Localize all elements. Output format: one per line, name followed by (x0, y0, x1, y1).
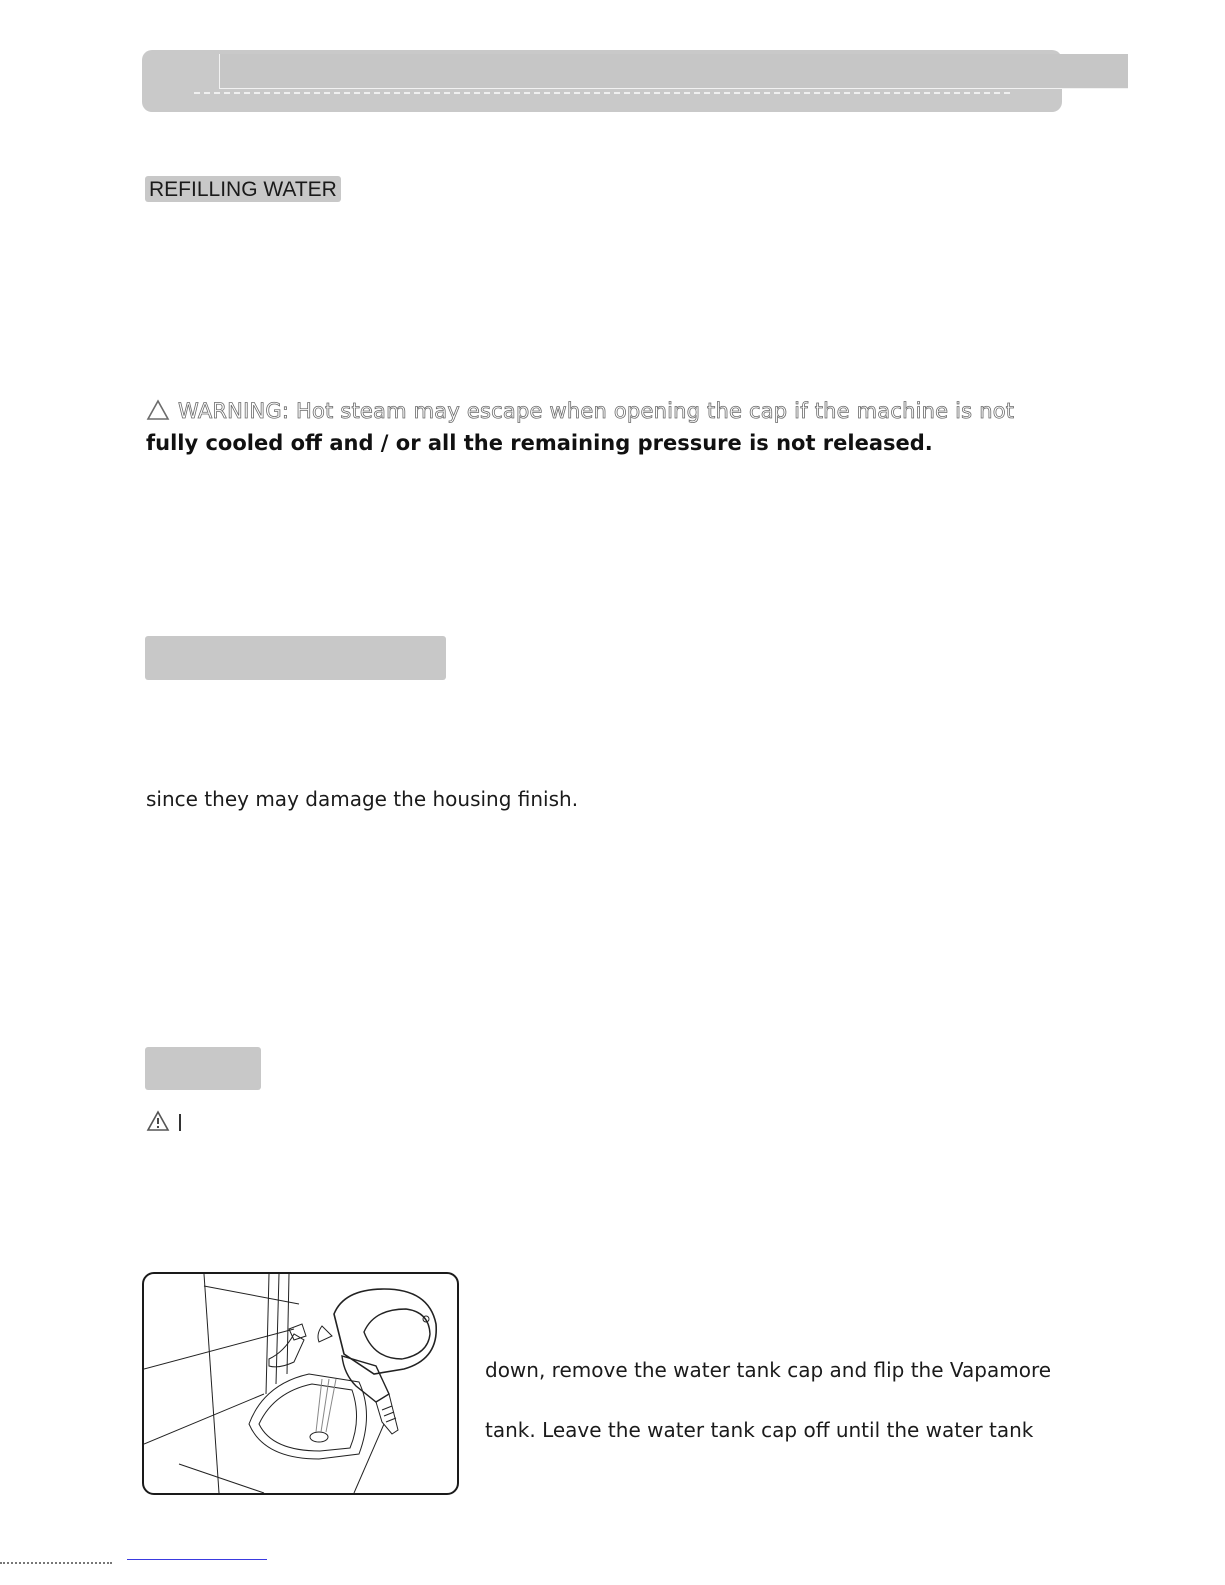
draining-text-line-2: tank. Leave the water tank cap off until the water tank (485, 1418, 1034, 1442)
cleaning-text: since they may damage the housing finish. (146, 787, 579, 811)
footer-link-underline (127, 1559, 267, 1560)
refilling-water-heading: REFILLING WATER (145, 176, 341, 202)
header-divider (194, 92, 1010, 94)
header-title-strip (219, 54, 1128, 89)
draining-text-line-1: down, remove the water tank cap and flip the Vapamore (485, 1358, 1052, 1382)
warning-triangle-outline-icon (146, 399, 170, 421)
warning-line-2: fully cooled off and / or all the remaining pressure is not released. (146, 431, 933, 455)
warning-line-1 (146, 395, 1046, 427)
header-banner (142, 50, 1062, 112)
caution-row (146, 1110, 170, 1134)
sink-draining-illustration (142, 1272, 459, 1495)
cleaning-heading-box (145, 636, 446, 680)
caution-triangle-icon (146, 1110, 170, 1132)
caution-heading-box (145, 1047, 261, 1090)
warning-text-1: WARNING: Hot steam may escape when opening the cap if the machine is not (178, 399, 1015, 423)
sink-illustration-svg (144, 1274, 457, 1493)
caution-text-cursor (179, 1114, 181, 1131)
footer-dotted-rule (0, 1562, 112, 1564)
warning-block (146, 395, 1046, 459)
